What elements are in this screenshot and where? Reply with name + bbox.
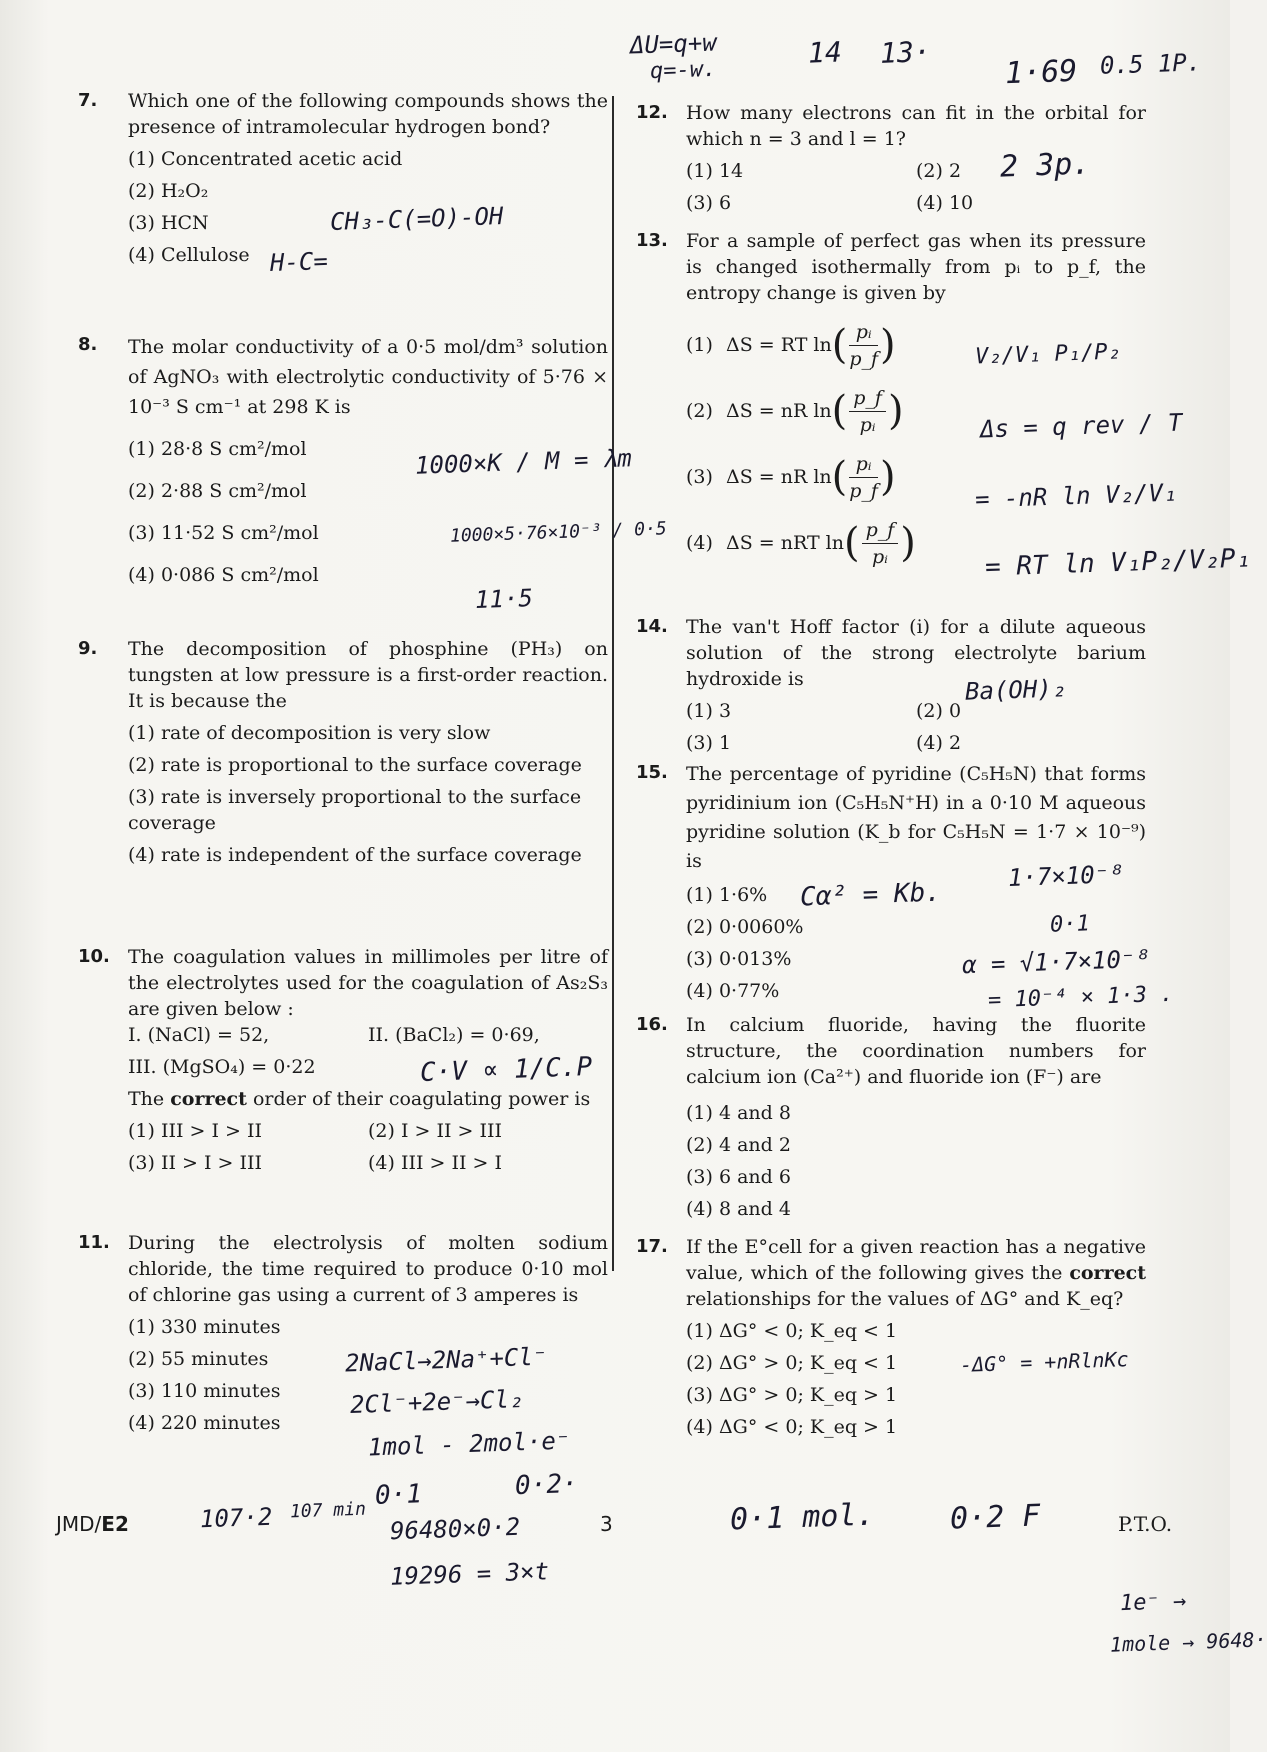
- options-grid: [686, 698, 1146, 756]
- numerator: p_f: [849, 385, 886, 412]
- handwritten-note: 0·1 mol.: [729, 1497, 876, 1538]
- question-text: The percentage of pyridine (C₅H₅N) that forms pyridinium ion (C₅H₅N⁺H) in a 0·10 M aqueous pyridine solution (K_b for C₅H₅N = 1·7 × 10⁻⁹) is: [686, 763, 1146, 872]
- option[interactable]: (3) ΔG° > 0; K_eq > 1: [686, 1384, 898, 1406]
- question-13: [636, 228, 1146, 570]
- handwritten-note: 2 3p.: [999, 146, 1091, 185]
- handwritten-note: 11·5: [474, 584, 534, 614]
- handwritten-note: 19296 = 3×t: [389, 1557, 550, 1591]
- paren-left: (: [831, 322, 848, 368]
- option[interactable]: (3) 6: [686, 192, 732, 214]
- option[interactable]: (3) HCN: [128, 212, 209, 234]
- option[interactable]: (4) 10: [916, 192, 974, 214]
- formula-lhs: ΔS = nR ln: [726, 400, 832, 422]
- option[interactable]: (1) 1·6%: [686, 884, 768, 906]
- question-number: 16.: [636, 1014, 668, 1035]
- option[interactable]: (3) 11·52 S cm²/mol: [128, 522, 319, 544]
- formula-lhs: ΔS = nR ln: [726, 466, 832, 488]
- option[interactable]: (3) II > I > III: [128, 1152, 262, 1174]
- handwritten-note: 0.5 1P.: [1099, 48, 1202, 80]
- question-text: The decomposition of phosphine (PH₃) on tungsten at low pressure is a first-order reaction. It is because the: [128, 638, 608, 712]
- option-number: (1): [686, 334, 713, 356]
- handwritten-note: V₂/V₁ P₁/P₂: [974, 339, 1122, 370]
- handwritten-note: = -nR ln V₂/V₁: [974, 478, 1178, 514]
- option[interactable]: (4) Cellulose: [128, 244, 250, 266]
- option[interactable]: (3) rate is inversely proportional to the surface coverage: [128, 786, 582, 834]
- option[interactable]: (2) ΔG° > 0; K_eq < 1: [686, 1352, 898, 1374]
- handwritten-note: 0·2·: [514, 1468, 579, 1502]
- handwritten-note: 107 min: [289, 1498, 367, 1523]
- formula-lhs: ΔS = RT ln: [726, 334, 832, 356]
- option[interactable]: (1) III > I > II: [128, 1120, 262, 1142]
- option[interactable]: (3) 110 minutes: [128, 1380, 281, 1402]
- handwritten-note: 96480×0·2: [389, 1512, 521, 1546]
- question-14: [636, 614, 1146, 756]
- option[interactable]: (4) rate is independent of the surface coverage: [128, 844, 582, 866]
- option[interactable]: (1) Concentrated acetic acid: [128, 148, 403, 170]
- handwritten-note: 1mol - 2mol·e⁻: [367, 1426, 571, 1462]
- option[interactable]: (3) 1: [686, 732, 732, 754]
- handwritten-note: 1000×K / M = λm: [414, 444, 633, 480]
- question-text: How many electrons can fit in the orbital for which n = 3 and l = 1?: [686, 102, 1146, 150]
- option[interactable]: (4) 2: [916, 732, 962, 754]
- option-number: (4): [686, 532, 713, 554]
- option[interactable]: (2) 0: [916, 700, 962, 722]
- handwritten-note: q=-w.: [649, 56, 717, 85]
- option[interactable]: (1) 3: [686, 700, 732, 722]
- paren-left: (: [843, 520, 860, 566]
- question-number: 12.: [636, 102, 668, 123]
- option[interactable]: (4) 0·086 S cm²/mol: [128, 564, 319, 586]
- option[interactable]: (1) 330 minutes: [128, 1316, 281, 1338]
- formula-lhs: ΔS = nRT ln: [726, 532, 844, 554]
- option[interactable]: (4) 0·77%: [686, 980, 780, 1002]
- option[interactable]: (2) 0·0060%: [686, 916, 804, 938]
- numerator: pᵢ: [849, 451, 878, 478]
- options-grid: [128, 1118, 608, 1176]
- handwritten-note: 2NaCl→2Na⁺+Cl⁻: [344, 1342, 548, 1378]
- question-number: 11.: [78, 1232, 110, 1253]
- option[interactable]: (4) III > II > I: [368, 1152, 502, 1174]
- paren-right: ): [880, 322, 896, 368]
- question-text: For a sample of perfect gas when its pressure is changed isothermally from pᵢ to p_f, the entropy change is given by: [686, 230, 1146, 304]
- handwritten-note: 0·1: [1049, 911, 1091, 938]
- handwritten-note: Cα² = Kb.: [799, 877, 942, 913]
- option[interactable]: (2) 2: [916, 160, 962, 182]
- option[interactable]: (1) 4 and 8: [686, 1102, 791, 1124]
- option[interactable]: (2) I > II > III: [368, 1120, 502, 1142]
- option[interactable]: (1) 14: [686, 160, 744, 182]
- question-text-2: The correct order of their coagulating power is: [128, 1088, 591, 1110]
- handwritten-note: 13·: [879, 35, 932, 70]
- question-text: The coagulation values in millimoles per litre of the electrolytes used for the coagulation of As₂S₃ are given below :: [128, 946, 608, 1020]
- option[interactable]: (4) 220 minutes: [128, 1412, 281, 1434]
- question-number: 17.: [636, 1236, 668, 1257]
- page-number: 3: [600, 1512, 613, 1536]
- fraction: [849, 319, 878, 372]
- value-nacl: I. (NaCl) = 52,: [128, 1024, 270, 1046]
- paren-right: ): [887, 388, 904, 434]
- handwritten-note: 1000×5·76×10⁻³ / 0·5: [449, 518, 668, 547]
- question-9: [78, 636, 608, 868]
- fraction: [849, 451, 878, 504]
- option[interactable]: (3) 0·013%: [686, 948, 792, 970]
- handwritten-note: 1·69: [1004, 53, 1078, 92]
- question-number: 14.: [636, 616, 668, 637]
- handwritten-note: C·V ∝ 1/C.P: [419, 1052, 593, 1088]
- question-text: Which one of the following compounds shows the presence of intramolecular hydrogen bond?: [128, 90, 608, 138]
- denominator: pᵢ: [859, 413, 876, 436]
- paren-right: ): [900, 520, 916, 566]
- option[interactable]: (2) 55 minutes: [128, 1348, 269, 1370]
- question-text: The van't Hoff factor (i) for a dilute aqueous solution of the strong electrolyte barium hydroxide is: [686, 616, 1146, 690]
- question-number: 13.: [636, 230, 668, 251]
- question-number: 8.: [78, 334, 98, 355]
- value-bacl2: II. (BaCl₂) = 0·69,: [368, 1024, 540, 1046]
- option[interactable]: (3) 6 and 6: [686, 1166, 791, 1188]
- option[interactable]: (2) 2·88 S cm²/mol: [128, 480, 307, 502]
- value-mgso4: III. (MgSO₄) = 0·22: [128, 1056, 316, 1078]
- pto-label: P.T.O.: [1118, 1512, 1173, 1536]
- numerator: pᵢ: [849, 319, 878, 346]
- numerator: p_f: [862, 517, 899, 544]
- handwritten-note: H-C=: [269, 246, 329, 277]
- handwritten-note: 0·1: [374, 1479, 423, 1511]
- handwritten-note: 1e⁻ →: [1119, 1588, 1187, 1617]
- fraction: [849, 385, 886, 438]
- question-number: 15.: [636, 762, 668, 783]
- handwritten-note: 0·2 F: [949, 1498, 1041, 1537]
- paren-left: (: [831, 454, 848, 500]
- denominator: pᵢ: [871, 545, 888, 568]
- option-number: (2): [686, 400, 713, 422]
- handwritten-note: Ba(OH)₂: [964, 674, 1067, 706]
- handwritten-note: 2Cl⁻+2e⁻→Cl₂: [349, 1384, 524, 1420]
- question-16: [636, 1012, 1146, 1222]
- fraction: [862, 517, 899, 570]
- handwritten-note: = RT ln V₁P₂/V₂P₁: [984, 543, 1252, 583]
- handwritten-note: 14: [807, 35, 843, 70]
- handwritten-note: α = √1·7×10⁻⁸: [961, 944, 1151, 980]
- question-text: During the electrolysis of molten sodium chloride, the time required to produce 0·10 mol of chlorine gas using a current of 3 amperes is: [128, 1232, 608, 1306]
- question-17: [636, 1234, 1146, 1440]
- option[interactable]: (2) rate is proportional to the surface coverage: [128, 754, 582, 776]
- question-number: 10.: [78, 946, 110, 967]
- handwritten-note: = 10⁻⁴ × 1·3 .: [987, 981, 1174, 1014]
- option[interactable]: (2) 4 and 2: [686, 1134, 791, 1156]
- handwritten-note: Δs = q rev / T: [979, 408, 1183, 444]
- question-11: [78, 1230, 608, 1436]
- question-text: If the E°cell for a given reaction has a negative value, which of the following gives the correct relationships for the values of ΔG° and K_eq?: [686, 1236, 1147, 1310]
- handwritten-note: -ΔG° = +nRlnKc: [959, 1347, 1129, 1377]
- option[interactable]: (4) 8 and 4: [686, 1198, 791, 1220]
- option[interactable]: (1) rate of decomposition is very slow: [128, 722, 491, 744]
- paren-right: ): [879, 454, 896, 500]
- denominator: p_f: [849, 479, 878, 502]
- column-divider: [612, 96, 614, 1271]
- question-number: 9.: [78, 638, 98, 659]
- option-number: (3): [686, 466, 713, 488]
- question-text: The molar conductivity of a 0·5 mol/dm³ solution of AgNO₃ with electrolytic conductivity of 5·76 × 10⁻³ S cm⁻¹ at 298 K is: [128, 336, 608, 418]
- handwritten-note: 1·7×10⁻⁸: [1007, 859, 1125, 893]
- handwritten-note: 1mole → 9648·: [1109, 1627, 1267, 1657]
- question-7: [78, 88, 608, 268]
- paren-left: (: [831, 388, 848, 434]
- option[interactable]: (2) H₂O₂: [128, 180, 209, 202]
- handwritten-note: 107·2: [199, 1502, 273, 1534]
- question-text: In calcium fluoride, having the fluorite structure, the coordination numbers for calcium ion (Ca²⁺) and fluoride ion (F⁻) are: [686, 1014, 1146, 1088]
- denominator: p_f: [849, 347, 879, 370]
- paper-code: JMD/E2: [56, 1512, 129, 1536]
- handwritten-note: ΔU=q+w: [629, 28, 718, 60]
- option[interactable]: (1) ΔG° < 0; K_eq < 1: [686, 1320, 898, 1342]
- question-number: 7.: [78, 90, 98, 111]
- handwritten-note: CH₃-C(=O)-OH: [329, 201, 504, 237]
- option[interactable]: (1) 28·8 S cm²/mol: [128, 438, 307, 460]
- option[interactable]: (4) ΔG° < 0; K_eq > 1: [686, 1416, 898, 1438]
